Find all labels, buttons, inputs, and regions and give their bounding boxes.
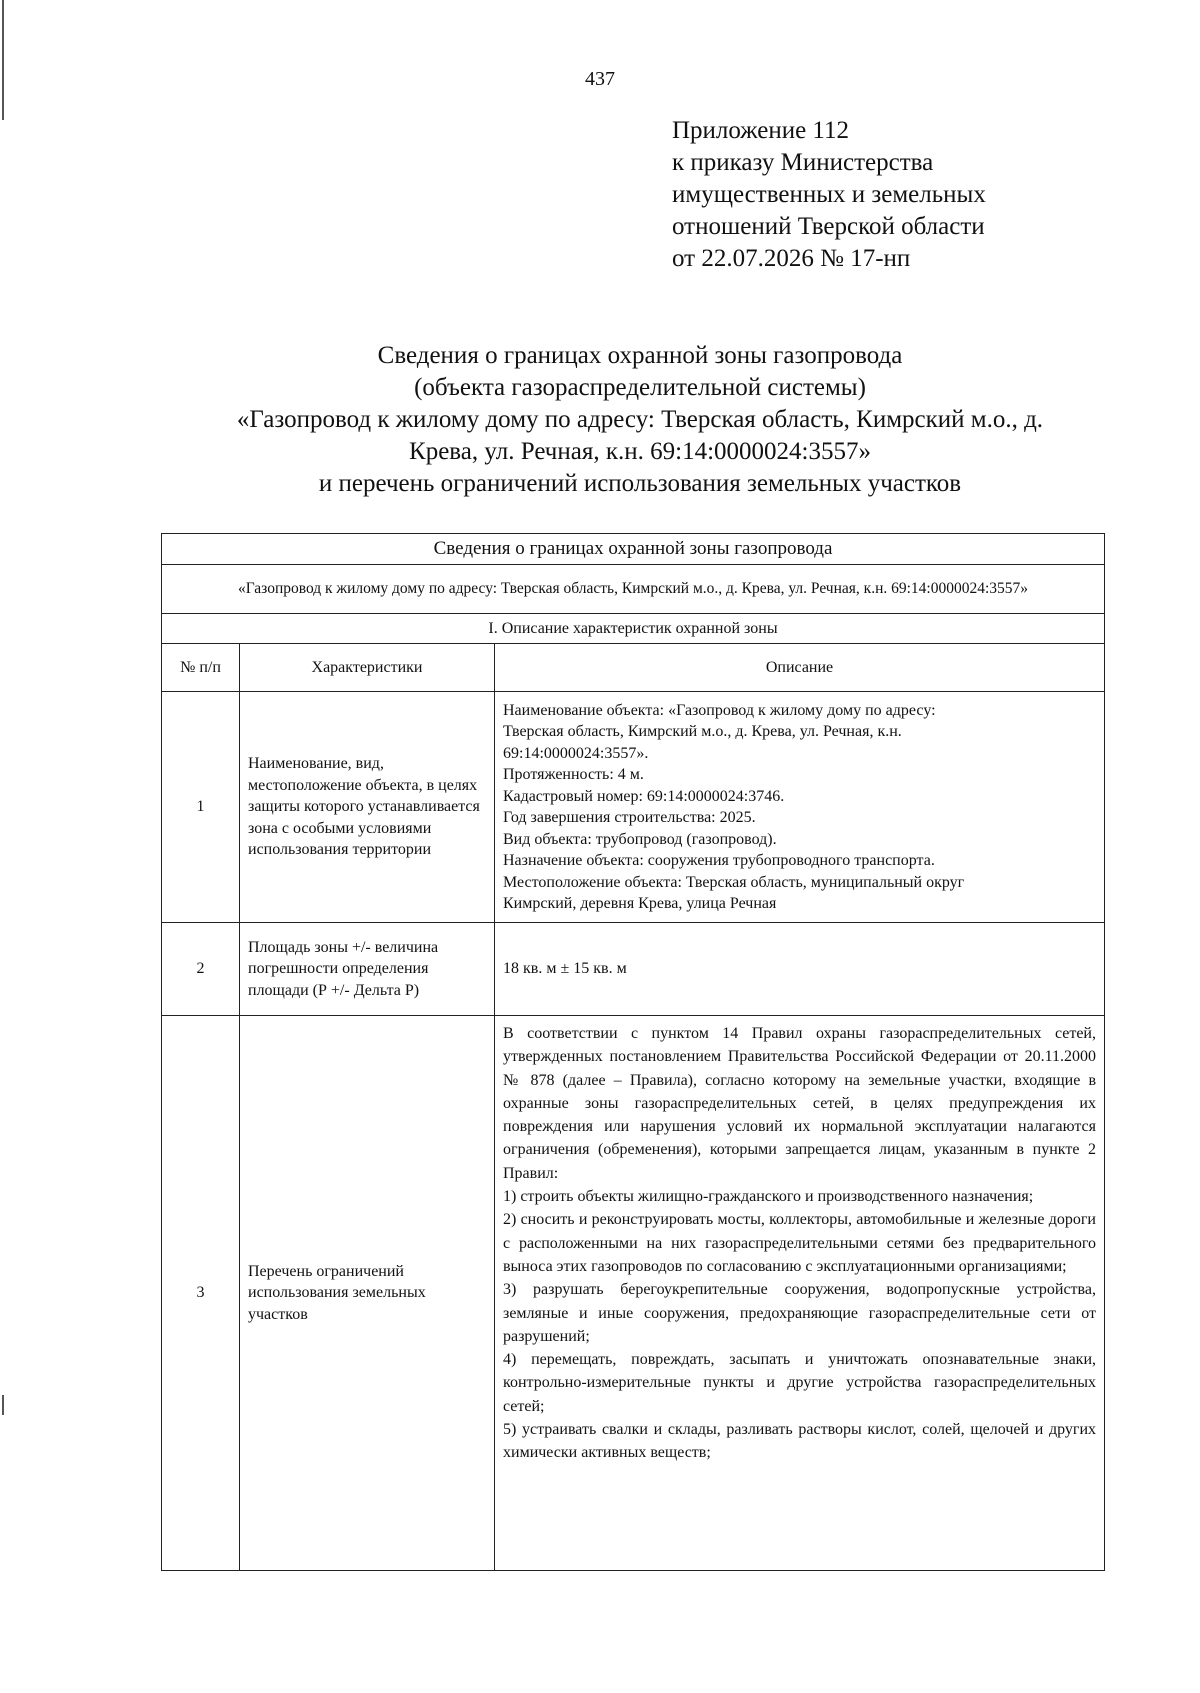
- description-line: Тверская область, Кимрский м.о., д. Крева, ул. Речная, к.н.: [503, 723, 902, 740]
- appendix-line: к приказу Министерства: [672, 149, 934, 176]
- appendix-line: отношений Тверской области: [672, 213, 985, 240]
- description-line: Кадастровый номер: 69:14:0000024:3746.: [503, 787, 785, 805]
- appendix-line: имущественных и земельных: [672, 181, 986, 208]
- description-line: Наименование объекта: «Газопровод к жилому дому по адресу:: [503, 701, 936, 719]
- document-title: [160, 340, 1120, 500]
- title-line: «Газопровод к жилому дому по адресу: Тверская область, Кимрский м.о., д.: [236, 406, 1044, 433]
- description-paragraph: 2) сносить и реконструировать мосты, коллекторы, автомобильные и железные дороги с расположенными на них газораспределительными сетями без предварительного выноса этих газопроводов по согласованию с эксплуатационными организациями;: [503, 1211, 1096, 1275]
- title-line: и перечень ограничений использования земельных участков: [318, 470, 962, 497]
- appendix-line: от 22.07.2026 № 17-нп: [672, 245, 911, 272]
- row-characteristic: Перечень ограничений использования земельных участков: [240, 1016, 495, 1571]
- row-number: 2: [162, 923, 240, 1016]
- description-paragraph: 5) устраивать свалки и склады, разливать растворы кислот, солей, щелочей и других химически активных веществ;: [503, 1421, 1096, 1462]
- description-paragraph: В соответствии с пунктом 14 Правил охраны газораспределительных сетей, утвержденных постановлением Правительства Российской Федерации от 20.11.2000 № 878 (далее – Правила), согласно которому на земельные участки, входящие в охранные зоны газораспределительных сетей, в целях предупреждения их повреждения или нарушения условий их нормальной эксплуатации налагаются ограничения (обременения), которыми запрещается лицам, указанным в пункте 2 Правил:: [503, 1025, 1096, 1182]
- column-header-description: Описание: [495, 644, 1105, 692]
- description-line: 18 кв. м ± 15 кв. м: [503, 960, 627, 978]
- table-row: [162, 1016, 1105, 1571]
- scan-edge-mark: [2, 1395, 4, 1415]
- section-title: I. Описание характеристик охранной зоны: [162, 614, 1105, 644]
- description-line: Местоположение объекта: Тверская область, муниципальный округ: [503, 873, 965, 891]
- protection-zone-table: [161, 533, 1105, 1571]
- row-characteristic: Площадь зоны +/- величина погрешности определения площади (Р +/- Дельта Р): [240, 923, 495, 1016]
- table-header-row: [162, 565, 1105, 614]
- title-line: Сведения о границах охранной зоны газопровода: [377, 342, 903, 369]
- appendix-line: Приложение 112: [672, 117, 850, 144]
- table-header-row: [162, 614, 1105, 644]
- description-line: Назначение объекта: сооружения трубопроводного транспорта.: [503, 852, 935, 869]
- table-header-row: [162, 534, 1105, 565]
- row-description: [495, 692, 1105, 923]
- page-number: 437: [585, 68, 615, 90]
- column-header-num: № п/п: [162, 644, 240, 692]
- table-row: [162, 692, 1105, 923]
- row-description: [495, 923, 1105, 1016]
- title-line: Крева, ул. Речная, к.н. 69:14:0000024:3557»: [409, 438, 871, 465]
- description-line: Вид объекта: трубопровод (газопровод).: [503, 830, 777, 848]
- row-number: 1: [162, 692, 240, 923]
- description-line: Кимрский, деревня Крева, улица Речная: [503, 895, 777, 912]
- description-line: Протяженность: 4 м.: [503, 766, 644, 783]
- title-line: (объекта газораспределительной системы): [414, 374, 866, 401]
- table-object-header: «Газопровод к жилому дому по адресу: Тверская область, Кимрский м.о., д. Крева, ул. Речная, к.н. 69:14:0000024:3557»: [162, 565, 1105, 614]
- row-number: 3: [162, 1016, 240, 1571]
- table-main-header: Сведения о границах охранной зоны газопровода: [162, 534, 1105, 565]
- row-description: [495, 1016, 1105, 1571]
- description-line: Год завершения строительства: 2025.: [503, 809, 756, 826]
- row-characteristic: Наименование, вид, местоположение объекта, в целях защиты которого устанавливается зона с особыми условиями использования территории: [240, 692, 495, 923]
- description-line: 69:14:0000024:3557».: [503, 744, 649, 762]
- appendix-reference: [672, 115, 986, 275]
- column-header-characteristics: Характеристики: [240, 644, 495, 692]
- table-row: [162, 923, 1105, 1016]
- description-paragraph: 4) перемещать, повреждать, засыпать и уничтожать опознавательные знаки, контрольно-измерительные пункты и другие устройства газораспределительных сетей;: [503, 1351, 1096, 1415]
- column-header-row: [162, 644, 1105, 692]
- scan-edge-mark: [2, 0, 4, 120]
- description-paragraph: 3) разрушать берегоукрепительные сооружения, водопропускные устройства, земляные и иные сооружения, предохраняющие газораспределительные сети от разрушений;: [503, 1281, 1096, 1345]
- description-paragraph: 1) строить объекты жилищно-гражданского и производственного назначения;: [503, 1188, 1034, 1206]
